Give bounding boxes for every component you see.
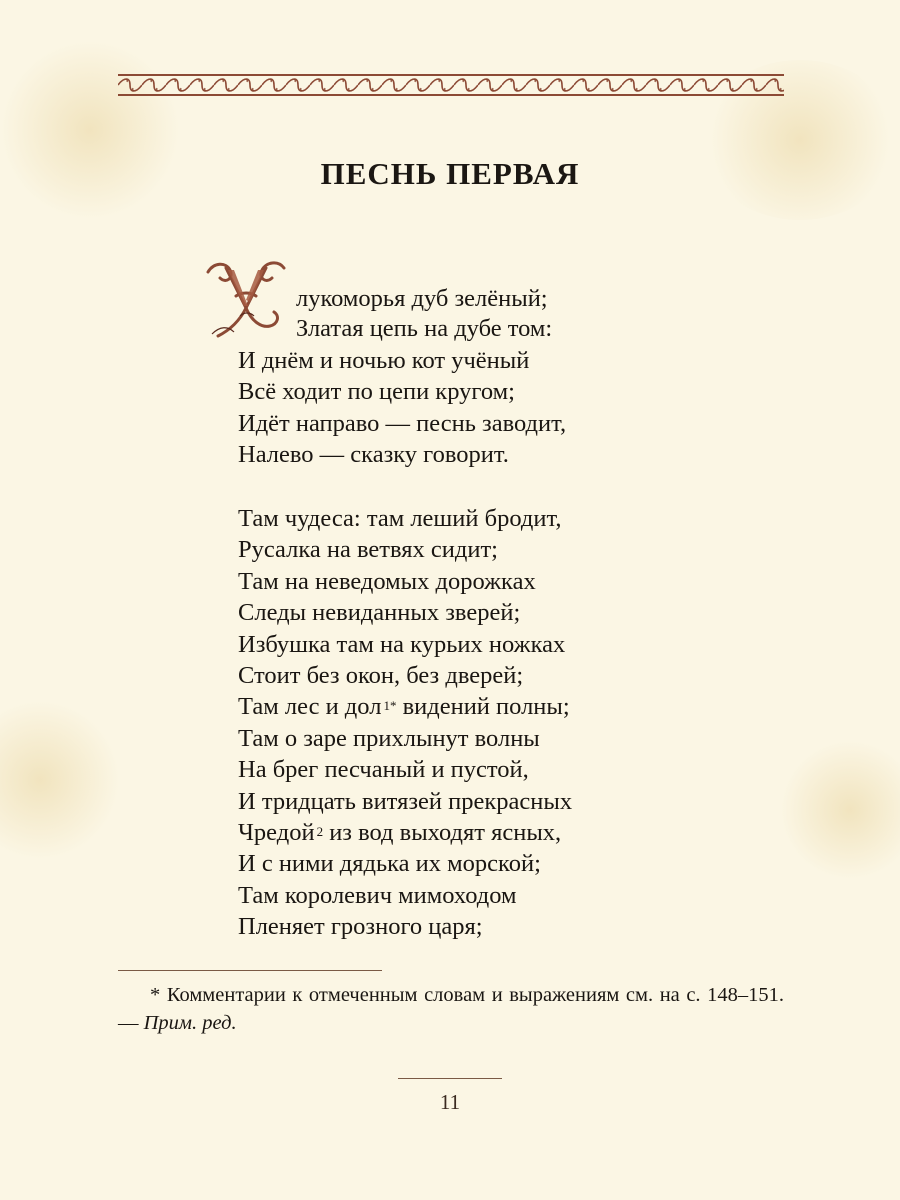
verse-line: Всё ходит по цепи кругом;	[238, 378, 515, 405]
verse-text: Чредой	[238, 819, 315, 846]
verse-line: На брег песчаный и пустой,	[238, 756, 529, 783]
verse-line: Русалка на ветвях сидит;	[238, 536, 498, 563]
verse-line: Избушка там на курьих ножках	[238, 631, 566, 658]
footnote	[118, 981, 784, 1037]
verse-line: И днём и ночью кот учёный	[238, 347, 530, 374]
verse-line: Там на неведомых дорожках	[238, 568, 536, 595]
drop-cap-initial	[200, 256, 292, 342]
verse-text: из вод выходят ясных,	[329, 819, 562, 846]
verse-line: И с ними дядька их морской;	[238, 850, 541, 877]
editor-note: Прим. ред.	[143, 1012, 237, 1034]
footnote-ref[interactable]: 2	[316, 824, 324, 839]
footnote-divider	[118, 970, 382, 971]
verse-line: Стоит без окон, без дверей;	[238, 662, 524, 689]
verse-line: И тридцать витязей прекрасных	[238, 788, 573, 815]
ornamental-header-border	[118, 74, 784, 96]
page-title: ПЕСНЬ ПЕРВАЯ	[320, 156, 580, 191]
verse-line: лукоморья дуб зелёный;	[296, 285, 548, 312]
verse-line: Налево — сказку говорит.	[238, 441, 509, 468]
verse-line: Там королевич мимоходом	[238, 882, 517, 909]
ornate-initial-u-icon	[200, 256, 292, 342]
verse-line: Златая цепь на дубе том:	[296, 315, 553, 342]
verse-text: видений полны;	[402, 693, 570, 720]
verse-line: Там о заре прихлынут волны	[238, 725, 540, 752]
paper-stain	[0, 700, 120, 860]
page-number-divider	[398, 1078, 502, 1079]
verse-text: Там лес и дол	[238, 693, 382, 720]
verse-line: Пленяет грозного царя;	[238, 913, 483, 940]
verse-line: Идёт направо — песнь заводит,	[238, 410, 567, 437]
footnote-text: * Комментарии к отмеченным словам и выражениям см. на с. 148–151. —	[118, 984, 784, 1034]
footnote-ref[interactable]: 1*	[383, 698, 397, 713]
verse-line	[238, 692, 570, 722]
verse-line	[238, 818, 561, 848]
paper-stain	[780, 740, 900, 880]
vine-ornament-icon	[118, 76, 784, 94]
verse-line: Следы невиданных зверей;	[238, 599, 521, 626]
page-number: 11	[439, 1090, 461, 1114]
paper-stain	[0, 40, 180, 220]
verse-line: Там чудеса: там леший бродит,	[238, 505, 562, 532]
